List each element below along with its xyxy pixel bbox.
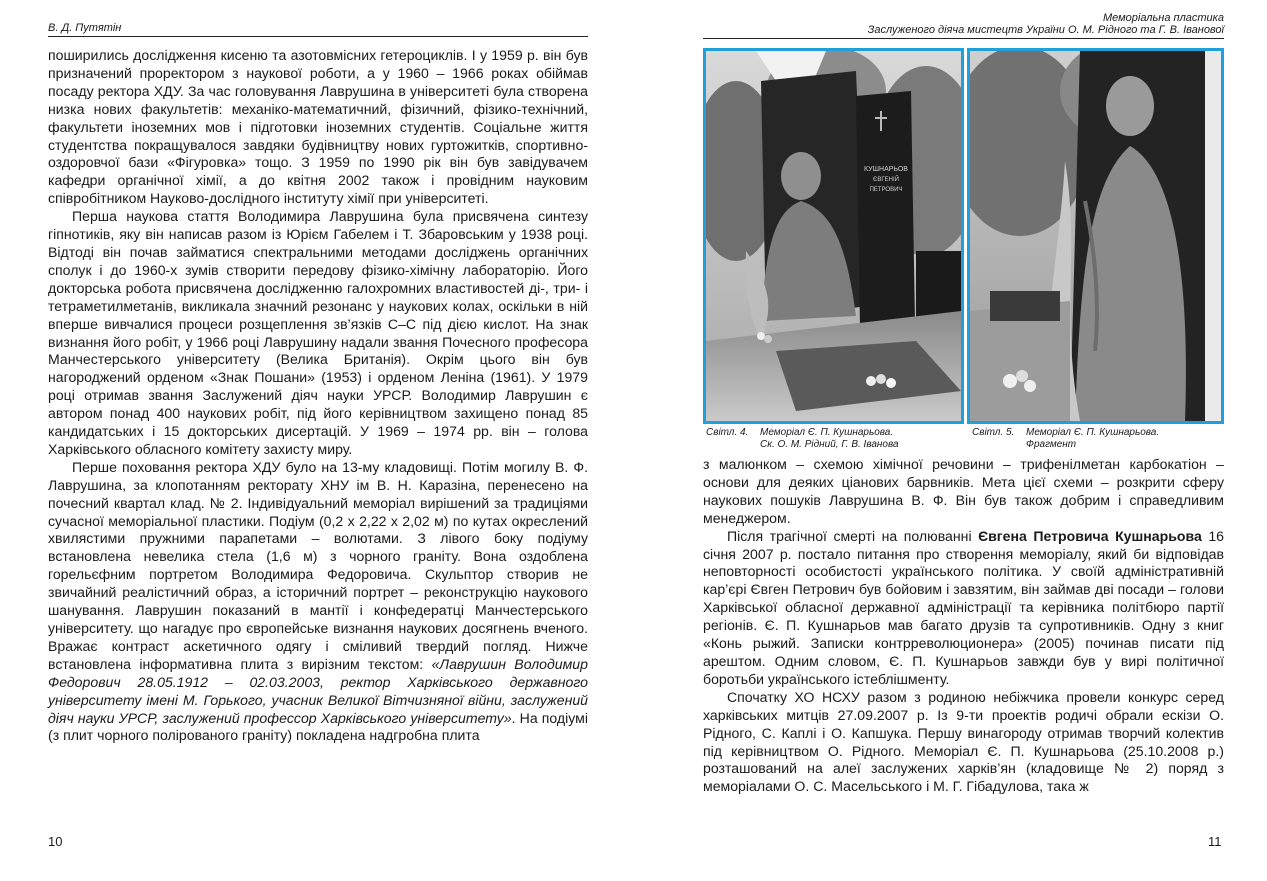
page-number: 10 [48,834,63,849]
stele-inscription: ПЕТРОВИЧ [869,187,903,193]
person-name: Євгена Петровича Кушнарьова [978,527,1202,544]
memorial-fragment-illustration [970,51,1221,421]
paragraph: з малюнком – схемою хімічної речовини – трифенілметан карбокатіон – основи для деяких ціанових барвників. Мета цієї схеми – розкрити сферу наукових пошуків Лаврушина В. Ф. Він був також добрим і справедливим менеджером. [703,456,1224,526]
right-page [633,0,1267,881]
paragraph: Перше поховання ректора ХДУ було на 13-му кладовищі. Потім могилу В. Ф. Лаврушина, за клопотанням ректорату ХНУ ім В. Н. Каразіна, перенесено на почесний квартал клад. № 2. Індивідуальний меморіал вирішений за традиціями сучасної меморіальної пластики. Подіум (0,2 х 2,22 х 2,02 м) по кутах окреслений хвилястими пружними парапетами – волютами. З лівого боку подіуму встановлена невелика стела (1,6 м) з чорного граніту. Вона оздоблена горельєфним портретом Володимира Федоровича. Скульптор створив не звичайний реалістичний образ, а історичний портрет – реконструкцію наукового шанування. Лаврушин показаний в мантії і конфедератці Манчестерського університету. що нагадує про європейське визнання наукових досягнень вченого. Вражає контраст аскетичного одягу і сміливий твердий погляд. Нижче встановлена інформативна плита з вирізним текстом: «Лаврушин Володимир Федорович 28.05.1912 – 02.03.2003, ректор Харківського державного університету імені М. Горького, учасник Великої Вітчизняної війни, заслужений діяч науки УРСР, заслужений профессор Харківського університету». На подіумі (з плит чорного полірованого граніту) покладена надгробна плита [48,458,588,744]
figure-caption: Світл. 5. Меморіал Є. П. Кушнарьова. Фрагмент [972,427,1160,450]
paragraph: Після трагічної смерті на полюванні Євгена Петровича Кушнарьова 16 січня 2007 р. постало питання про створення меморіалу, який би відповідав неповторності особистості українського політика. У своїй адміністративній кар’єрі Євген Петрович був бойовим і завзятим, він займав дві посади – голови Харківської обласної державної адміністрації та керівника політбюро партії регіонів. Є. П. Кушнарьов мав багато друзів та супротивників. Одну з книг «Конь рыжий. Записки контрреволюционера» (2005) починав писати під арештом. Одним словом, Є. П. Кушнарьов завжди був у вирі політичної боротьби українського істеблішменту. [703,527,1225,687]
figure-label: Світл. 5. [972,427,1015,438]
stele-inscription: ЄВГЕНІЙ [873,177,899,183]
figure-caption: Світл. 4. Меморіал Є. П. Кушнарьова. Ск. О. М. Рідний, Г. В. Іванова [706,427,899,450]
right-running-head [703,12,1224,39]
page-number: 11 [1208,834,1222,849]
paragraph: Перша наукова стаття Володимира Лаврушина була присвячена синтезу гіпнотиків, яку він написав разом із Юрієм Габелем і Т. Збаровським у 1938 році. Відтоді він почав займатися спектральними методами досліджень органічних сполук і до 1960-х зумів створити передову фізико-хімічну лабораторію. Його докторська робота присвячена дослідженню галохромних властивостей ді-, три- і тетраметилметанів, викликала значний резонанс у наукових колах, оскільки в ній вперше вивчалися процеси розщеплення зв’язків С–С під дією кислот. На знак визнання його робіт, у 1966 році Лаврушину надали звання Почесного професора Манчестерського університету (Велика Британія). Окрім цього він був нагороджений орденом «Знак Пошани» (1953) і орденом Леніна (1961). У 1979 році отримав звання Заслужений діяч науки УРСР. Володимир Лаврушин є автором понад 400 наукових робіт, під його керівництвом захищено понад 85 кандидатських і 15 докторських дисертацій. У 1969 – 1974 рр. він – голова Харківського обласного комітету захисту миру. [48,208,588,457]
memorial-photo-illustration [706,51,961,421]
figure-label: Світл. 4. [706,427,749,438]
right-body-text [703,456,1224,796]
stele-inscription: КУШНАРЬОВ [864,166,908,173]
paragraph: поширились дослідження кисеню та азотовмісних гетероциклів. І у 1959 р. він був призначений проректором з наукової роботи, а у 1960 – 1966 роках обіймав посаду ректора ХДУ. За час головування Лаврушина в університеті була створена низка нових факультетів: механіко-математичний, фізичний, фізико-технічний, факультети іноземних мов і підготовки іноземних студентів. Соціальне життя студентства покращувалося завдяки будівництву нових гуртожитків, спортивно-оздоровчої бази «Фігуровка» тощо. З 1959 по 1990 рік він був завідувачем кафедри органічної хімії, а до квітня 2002 також і провідним науковим співробітником Науково-дослідного інституту хімії при університеті. [48,47,588,207]
left-body-text [48,47,588,745]
book-title-line-2: Заслуженого діяча мистецтв України О. М. Рідного та Г. В. Іванової [867,24,1224,36]
left-running-head [48,22,588,37]
inscription-quote: «Лаврушин Володимир Федорович 28.05.1912 – 02.03.2003, ректор Харківського державного університету імені М. Горького, учасник Великої Вітчизняної війни, заслужений діяч науки УРСР, заслужений профессор Харківського університету» [48,655,588,726]
book-title-line-1: Меморіальна пластика [1102,12,1224,24]
left-page [0,0,633,881]
paragraph: Спочатку ХО НСХУ разом з родиною небіжчика провели конкурс серед харківських митців 27.09.2007 р. Із 9-ти проектів родичі обрали ескізи О. Рідного, С. Каплі і О. Капшука. Першу винагороду отримав творчий колектив під керівництвом О. Рідного. Меморіал Є. П. Кушнарьова (25.10.2008 р.) розташований на алеї заслужених харків’ян (кладовище № 2) поряд з меморіалами О. С. Масельського і М. Г. Гібадулова, така ж [703,688,1224,795]
memorial-photo [703,48,964,424]
memorial-fragment-photo [967,48,1224,424]
author-name: В. Д. Путятін [48,22,122,34]
